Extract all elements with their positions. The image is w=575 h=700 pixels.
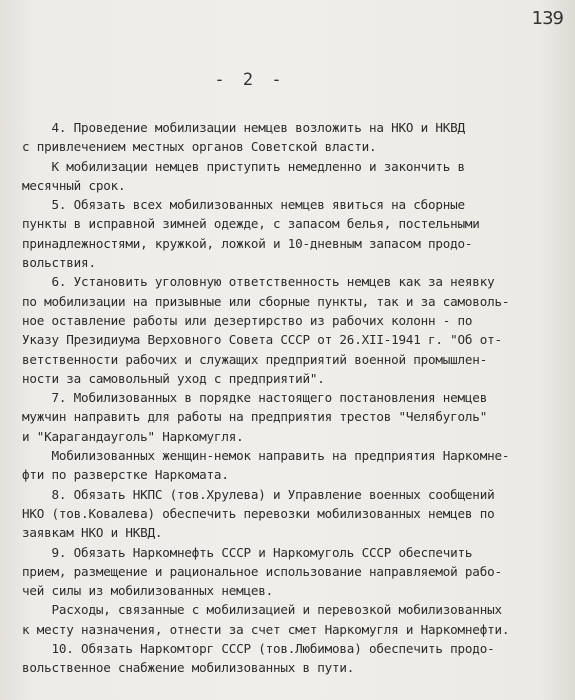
text-line: К мобилизации немцев приступить немедленно и закончить в	[22, 158, 465, 174]
text-line: чей силы из мобилизованных немцев.	[22, 583, 273, 599]
text-line: Расходы, связанные с мобилизацией и перевозкой мобилизованных	[22, 602, 502, 618]
page-number: - 2 -	[214, 70, 286, 90]
text-line: 7. Мобилизованных в порядке настоящего постановления немцев	[22, 390, 488, 406]
text-line: 5. Обязать всех мобилизованных немцев явиться на сборные	[22, 197, 465, 213]
text-line: 8. Обязать НКПС (тов.Хрулева) и Управление военных сообщений	[22, 486, 495, 502]
text-line: ное оставление работы или дезертирство из рабочих колонн - по	[22, 312, 473, 328]
text-line: ности за самовольный уход с предприятий".	[22, 370, 325, 386]
text-line: мужчин направить для работы на предприятия трестов "Челябуголь"	[22, 409, 488, 425]
text-line: с привлечением местных органов Советской власти.	[22, 139, 377, 155]
text-line: принадлежностями, кружкой, ложкой и 10-дневным запасом продо-	[22, 235, 473, 251]
text-line: Указу Президиума Верховного Совета СССР от 26.XII-1941 г. "Об от-	[22, 332, 502, 348]
text-line: 9. Обязать Наркомнефть СССР и Наркомуголь СССР обеспечить	[22, 544, 473, 560]
archive-sheet-number: 139	[531, 8, 563, 29]
text-line: по мобилизации на призывные или сборные пункты, так и за самоволь-	[22, 293, 510, 309]
text-line: ветственности рабочих и служащих предприятий военной промышлен-	[22, 351, 488, 367]
text-line: к месту назначения, отнести за счет смет Наркомугля и Наркомнефти.	[22, 621, 510, 637]
text-line: месячный срок.	[22, 177, 126, 193]
text-line: НКО (тов.Ковалева) обеспечить перевозки мобилизованных немцев по	[22, 505, 495, 521]
text-line: 10. Обязать Наркомторг СССР (тов.Любимова) обеспечить продо-	[22, 641, 495, 657]
text-line: прием, размещение и рациональное использование направляемой рабо-	[22, 563, 502, 579]
text-line: фти по разверстке Наркомата.	[22, 467, 229, 483]
text-line: Мобилизованных женщин-немок направить на предприятия Наркомне-	[22, 448, 510, 464]
document-body	[22, 118, 542, 678]
text-line: вольствия.	[22, 255, 96, 271]
text-line: 4. Проведение мобилизации немцев возложить на НКО и НКВД	[22, 120, 465, 135]
text-line: 6. Установить уголовную ответственность немцев как за неявку	[22, 274, 495, 290]
text-line: пункты в исправной зимней одежде, с запасом белья, постельными	[22, 216, 480, 232]
text-line: и "Карагандауголь" Наркомугля.	[22, 428, 244, 444]
text-line: заявкам НКО и НКВД.	[22, 525, 163, 541]
text-line: вольственное снабжение мобилизованных в пути.	[22, 660, 355, 676]
